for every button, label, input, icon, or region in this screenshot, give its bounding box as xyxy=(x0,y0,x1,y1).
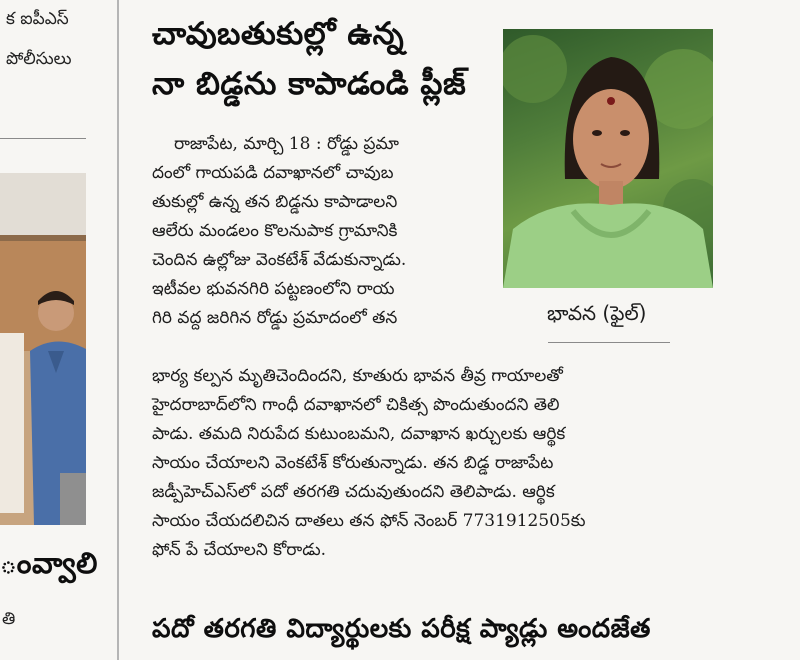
body-line: హైదరాబాద్‌లోని గాంధీ దవాఖానలో చికిత్స పొందుతుందని తెలి xyxy=(152,395,560,415)
body-line: ఆలేరు మండలం కొలనుపాక గ్రామానికి xyxy=(152,221,398,241)
body-line: గిరి వద్ద జరిగిన రోడ్డు ప్రమాదంలో తన xyxy=(152,308,398,328)
body-line: చెందిన ఉల్లోజు వెంకటేశ్‌ వేడుకున్నాడు. xyxy=(152,250,407,270)
left-column-fragment-3: తి xyxy=(2,609,16,629)
left-column-fragment-1: క ఐపీఎస్ xyxy=(6,9,69,29)
body-line: రాజాపేట, మార్చి 18 : రోడ్డు ప్రమా xyxy=(174,134,399,154)
left-column-photo xyxy=(0,173,86,525)
column-divider xyxy=(117,0,119,660)
body-line: ఇటీవల భువనగిరి పట్టణంలోని రాయ xyxy=(152,279,395,299)
photo-caption: భావన (ఫైల్‌) xyxy=(547,301,647,325)
left-column-fragment-2: పోలీసులు xyxy=(6,49,72,69)
body-line: జడ్పీహెచ్‌ఎస్‌లో పదో తరగతి చదువుతుందని తెలిపాడు. ఆర్థిక xyxy=(152,482,555,502)
article-body-narrow xyxy=(152,130,406,333)
article-headline-line-2: నా బిడ్డను కాపాడండి ప్లీజ్ xyxy=(152,66,467,102)
article-body-wide xyxy=(152,362,586,565)
article-headline-line-1: చావుబతుకుల్లో ఉన్న xyxy=(152,16,405,52)
body-line: సాయం చేయదలిచిన దాతలు తన ఫోన్‌ నెంబర్‌ 7731912505కు xyxy=(152,511,586,531)
next-article-headline: పదో తరగతి విద్యార్థులకు పరీక్ష ప్యాడ్లు అందజేత xyxy=(152,614,651,644)
body-line: దంలో గాయపడి దవాఖానలో చావుబ xyxy=(152,163,394,183)
left-column-headline: ంవ్వాలి xyxy=(0,546,98,580)
body-line: సాయం చేయాలని వెంకటేశ్‌ కోరుతున్నాడు. తన బిడ్డ రాజాపేట xyxy=(152,453,554,473)
body-line: పాడు. తమది నిరుపేద కుటుంబమని, దవాఖాన ఖర్చులకు ఆర్థిక xyxy=(152,424,566,444)
left-column-divider xyxy=(0,138,86,139)
body-line: తుకుల్లో ఉన్న తన బిడ్డను కాపాడాలని xyxy=(152,192,398,212)
caption-underline xyxy=(548,342,670,343)
article-photo xyxy=(503,29,713,288)
body-line: ఫోన్‌ పే చేయాలని కోరాడు. xyxy=(152,540,327,560)
body-line: భార్య కల్పన మృతిచెందిందని, కూతురు భావన తీవ్ర గాయాలతో xyxy=(152,366,563,386)
